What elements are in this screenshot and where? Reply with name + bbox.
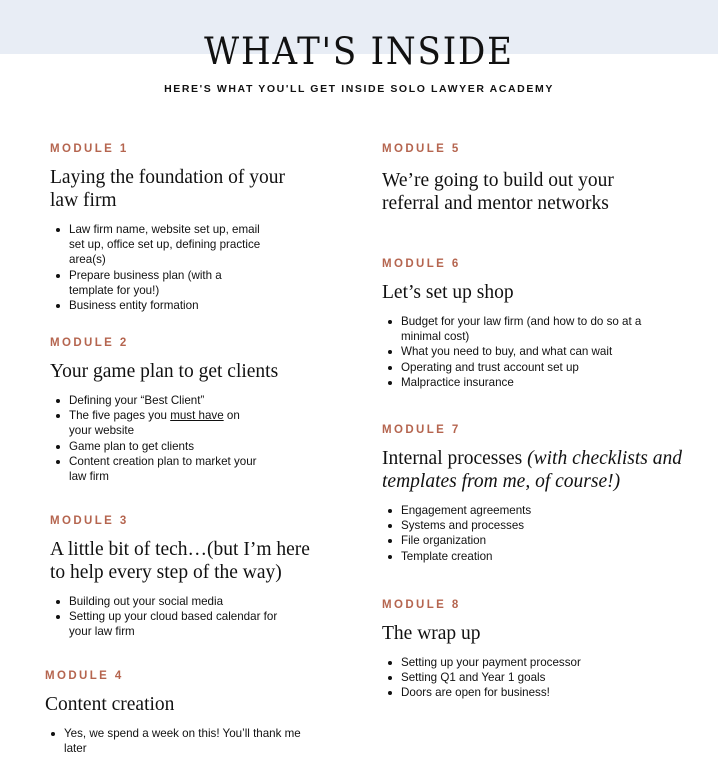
list-item: Game plan to get clients (69, 439, 260, 454)
module-title-italic: (with checklists and templates from me, of course!) (382, 448, 682, 492)
list-item: Systems and processes (401, 518, 682, 533)
module-label: MODULE 4 (45, 670, 124, 682)
list-item: Law firm name, website set up, email set up, office set up, defining practice area(s) (69, 222, 265, 268)
module-label: MODULE 5 (382, 143, 461, 155)
module-title: Laying the foundation of your law firm (50, 167, 286, 211)
list-item: Malpractice insurance (401, 375, 647, 390)
module-label: MODULE 8 (382, 599, 461, 611)
module-title-text: Internal processes (382, 448, 528, 469)
list-item: Template creation (401, 549, 682, 564)
list-item: Yes, we spend a week on this! You’ll thank me later (64, 726, 307, 756)
module-3 (50, 514, 325, 640)
list-item: Setting Q1 and Year 1 goals (401, 670, 672, 685)
module-label: MODULE 3 (50, 515, 129, 527)
module-title: Content creation (45, 694, 175, 715)
page-subtitle: HERE'S WHAT YOU'LL GET INSIDE SOLO LAWYER ACADEMY (164, 83, 554, 95)
module-2 (50, 336, 340, 484)
module-1 (50, 142, 300, 313)
module-label: MODULE 6 (382, 258, 461, 270)
list-item: What you need to buy, and what can wait (401, 344, 647, 359)
list-item: Business entity formation (69, 298, 265, 313)
module-5 (382, 142, 642, 215)
module-7 (382, 423, 682, 564)
module-title (382, 447, 682, 493)
list-text: on your website (69, 409, 240, 438)
list-item: Defining your “Best Client” (69, 393, 260, 408)
module-title: Let’s set up shop (382, 282, 514, 303)
list-emphasis: must have (170, 409, 224, 423)
module-label: MODULE 1 (50, 143, 129, 155)
module-title: The wrap up (382, 623, 481, 644)
list-item: Engagement agreements (401, 503, 682, 518)
module-title: We’re going to build out your referral and mentor networks (382, 170, 614, 214)
list-item: Budget for your law firm (and how to do so at a minimal cost) (401, 314, 647, 344)
list-item: File organization (401, 533, 682, 548)
list-item: Setting up your cloud based calendar for your law firm (69, 609, 300, 639)
list-item: Operating and trust account set up (401, 360, 647, 375)
module-label: MODULE 2 (50, 337, 129, 349)
list-item: Doors are open for business! (401, 685, 672, 700)
list-item: Prepare business plan (with a template for you!) (69, 268, 265, 298)
list-item: Content creation plan to market your law firm (69, 454, 260, 484)
list-item: Setting up your payment processor (401, 655, 672, 670)
list-item: Building out your social media (69, 594, 300, 609)
list-text: The five pages you (69, 409, 171, 423)
module-title: A little bit of tech…(but I’m here to help every step of the way) (50, 539, 310, 583)
list-item (69, 408, 260, 438)
module-label: MODULE 7 (382, 424, 461, 436)
module-8 (382, 598, 672, 701)
module-title: Your game plan to get clients (50, 361, 279, 382)
module-4 (45, 669, 335, 756)
page-title: WHAT'S INSIDE (204, 30, 514, 73)
module-6 (382, 257, 672, 390)
